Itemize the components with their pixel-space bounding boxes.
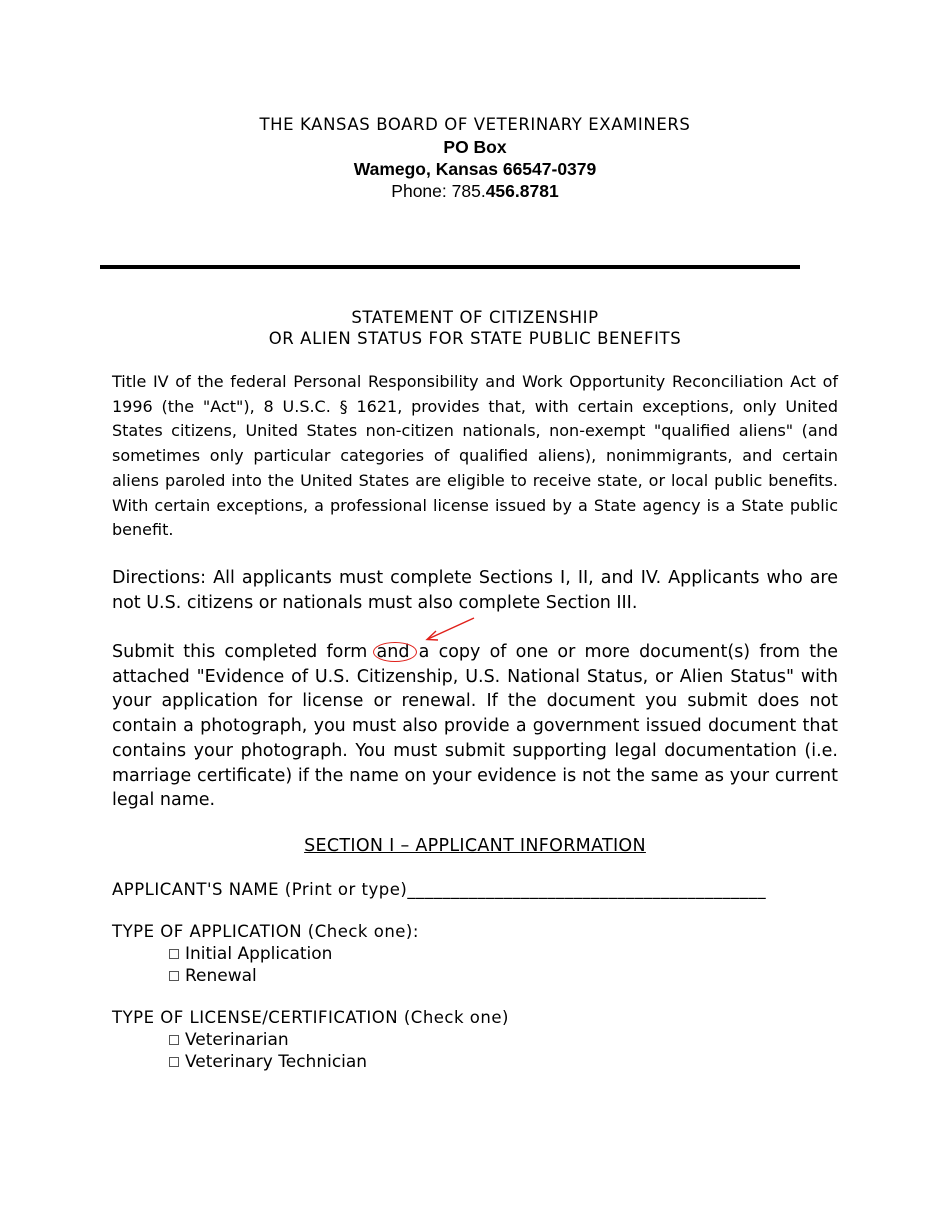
submit-text-after: a copy of one or more document(s) from the attached "Evidence of U.S. Citizenship, U.S. National Status, or Alien Status" with your application for license or renewal. If the document you submit does not contain a photograph, you must also provide a government issued document that contains your photograph. You must submit supporting legal documentation (i.e. marriage certificate) if the name on your evidence is not the same as your current legal name. <box>112 642 838 811</box>
license-type-label: TYPE OF LICENSE/CERTIFICATION (Check one) <box>112 1008 509 1027</box>
title-line-1: STATEMENT OF CITIZENSHIP <box>351 308 599 327</box>
checkbox[interactable] <box>169 949 179 959</box>
option-veterinary-technician[interactable] <box>169 1051 367 1073</box>
option-renewal[interactable] <box>169 965 257 987</box>
directions-paragraph: Directions: All applicants must complete Sections I, II, and IV. Applicants who are not U.S. citizens or nationals must also complete Section III. <box>112 568 838 613</box>
phone-line <box>0 180 950 202</box>
applicant-name-field[interactable]: APPLICANT'S NAME (Print or type)_________________________________________ <box>112 880 767 899</box>
city-address: Wamego, Kansas 66547-0379 <box>353 159 597 179</box>
title-line-2: OR ALIEN STATUS FOR STATE PUBLIC BENEFITS <box>268 329 682 348</box>
letterhead <box>0 114 950 202</box>
red-circle-annotation <box>373 642 417 662</box>
option-label: Initial Application <box>185 944 333 964</box>
intro-paragraph: Title IV of the federal Personal Responsibility and Work Opportunity Reconciliation Act of 1996 (the "Act"), 8 U.S.C. § 1621, provides that, with certain exceptions, only United States citizens, United States non-citizen nationals, non-exempt "qualified aliens" (and sometimes only particular categories of qualified aliens), nonimmigrants, and certain aliens paroled into the United States are eligible to receive state, or local public benefits. With certain exceptions, a professional license issued by a State agency is a State public benefit. <box>112 372 838 540</box>
checkbox[interactable] <box>169 1035 179 1045</box>
circled-word <box>377 640 410 665</box>
option-label: Renewal <box>185 966 257 986</box>
po-box: PO Box <box>443 137 507 157</box>
submit-text-before: Submit this completed form <box>112 642 377 662</box>
phone-label: Phone: 785. <box>391 181 486 201</box>
option-initial-application[interactable] <box>169 943 332 965</box>
document-title <box>0 307 950 349</box>
checkbox[interactable] <box>169 1057 179 1067</box>
application-type-label: TYPE OF APPLICATION (Check one): <box>112 922 419 941</box>
submit-paragraph <box>112 640 838 813</box>
section-1-heading <box>0 835 950 857</box>
option-label: Veterinarian <box>185 1030 289 1050</box>
circled-word-text: and <box>376 642 410 662</box>
phone-number: 456.8781 <box>485 181 559 201</box>
option-label: Veterinary Technician <box>185 1052 368 1072</box>
option-veterinarian[interactable] <box>169 1029 289 1051</box>
checkbox[interactable] <box>169 971 179 981</box>
red-arrow-annotation <box>420 612 480 644</box>
header-divider <box>100 265 800 269</box>
board-name: THE KANSAS BOARD OF VETERINARY EXAMINERS <box>259 115 691 134</box>
section-1-heading-text: SECTION I – APPLICANT INFORMATION <box>304 836 646 856</box>
